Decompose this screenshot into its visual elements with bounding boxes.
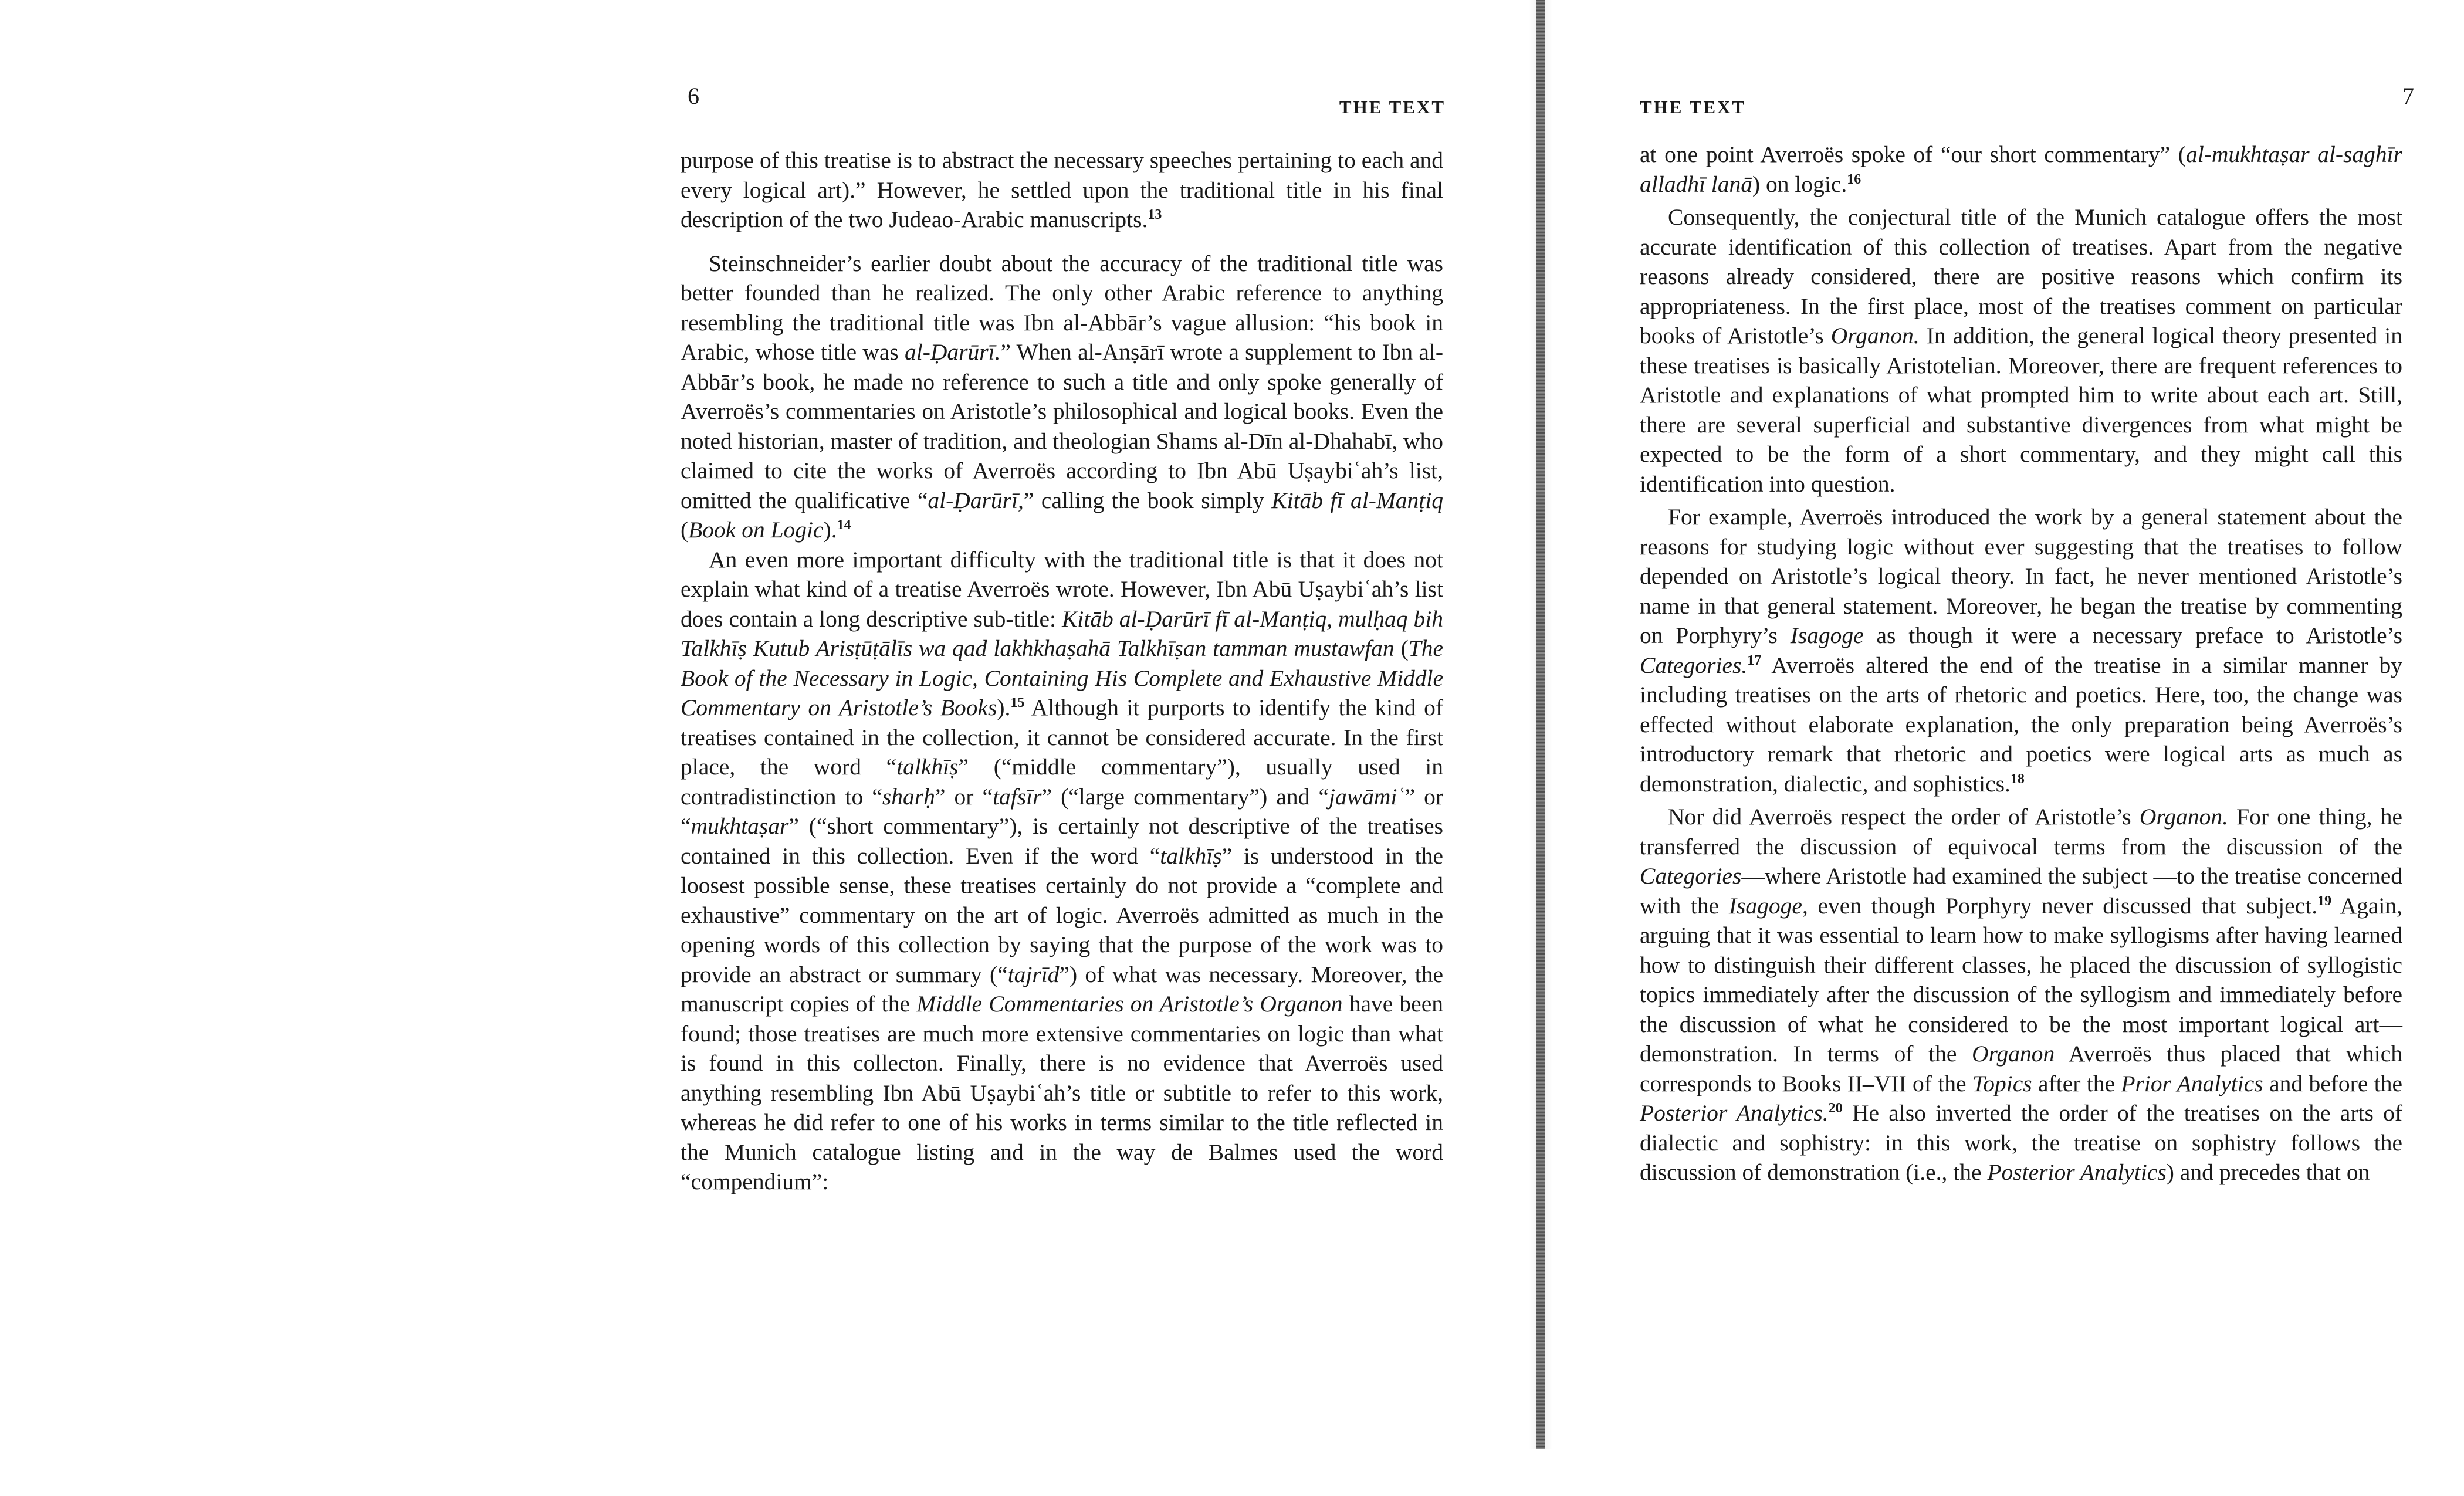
paragraph: An even more important difficulty with the traditional title is that it does not explain what kind of a treatise Averroës wrote. However, Ibn Abū Uṣaybiʿah’s list does contain a long descriptive sub-title: Kitāb al-Ḍarūrī fī al-Manṭiq, mulḥaq bih Talkhīṣ Kutub Arisṭūṭālīs wa qad lakhkhaṣahā Talkhīṣan tamman mustawfan (The Book of the Necessary in Logic, Containing His Complete and Exhaustive Middle Commentary on Aristotle’s Books).$^{15}$ Although it purports to identify the kind of treatises contained in the collection, it cannot be considered accurate. In the first place, the word “talkhīṣ” (“middle commentary”), usually used in contradistinction to “sharḥ” or “tafsīr” (“large commentary”) and “jawāmiʿ” or “mukhtaṣar” (“short commentary”), is certainly not descriptive of the treatises contained in this collection. Even if the word “talkhīṣ” is understood in the loosest possible sense, these treatises certainly do not provide a “complete and exhaustive” commentary on the art of logic. Averroës admitted as much in the opening words of this collection by saying that the purpose of the work was to provide an abstract or summary (“tajrīd”) of what was necessary. Moreover, the manuscript copies of the Middle Commentaries on Aristotle’s Organon have been found; those treatises are much more extensive commentaries on logic than what is found in this collecton. Finally, there is no evidence that Averroës used anything resembling Ibn Abū Uṣaybiʿah’s title or subtitle to refer to this work, whereas he did refer to one of his works in terms similar to the title reflected in the Munich catalogue listing and in the way de Balmes used the word “compendium”:: [681, 546, 1444, 1194]
left-page-body: [681, 145, 1443, 1197]
paragraph: For example, Averroës introduced the work by a general statement about the reasons for studying logic without ever suggesting that the treatises to follow depended on Aristotle’s logical theory. In fact, he never mentioned Aristotle’s name in that general statement. Moreover, he began the treatise by commenting on Porphyry’s Isagoge as though it were a necessary preface to Aristotle’s Categories.$^{17}$ Averroës altered the end of the treatise in a similar manner by including treatises on the arts of rhetoric and poetics. Here, too, the change was effected without elaborate explanation, the only preparation being Averroës’s introductory remark that rhetoric and poetics were logical arts as much as demonstration, dialectic, and sophistics.$^{18}$: [1640, 504, 2402, 797]
footnote-ref[interactable]: 20: [1828, 1101, 1843, 1116]
paragraph: Consequently, the conjectural title of the Munich catalogue offers the most accurate identification of this collection of treatises. Apart from the negative reasons already considered, there are positive reasons which confirm its appropriateness. In the first place, most of the treatises comment on particular books of Aristotle’s Organon. In addition, the general logical theory presented in these treatises is basically Aristotelian. Moreover, there are frequent references to Aristotle and explanations of what prompted him to write about each art. Still, there are several superficial and substantive divergences from what might be expected to be the form of a short commentary, and they might call this identification into question.: [1640, 204, 2402, 497]
footnote-ref[interactable]: 17: [1747, 652, 1762, 668]
paragraph: Nor did Averroës respect the order of Aristotle’s Organon. For one thing, he transferred the discussion of equivocal terms from the discussion of the Categories—where Aristotle had examined the subject —to the treatise concerned with the Isagoge, even though Porphyry never discussed that subject.$^{19}$ Again, arguing that it was essential to learn how to make syllogisms after having learned how to distinguish their different classes, he placed the discussion of syllogistic topics immediately after the discussion of the syllogism and immediately before the discussion of what he considered to be the most important logical art—demonstration. In terms of the Organon Averroës thus placed that which corresponds to Books II–VII of the Topics after the Prior Analytics and before the Posterior Analytics.$^{20}$ He also inverted the order of the treatises on the arts of dialectic and sophistry: in this work, the treatise on sophistry follows the discussion of demonstration (i.e., the Posterior Analytics) and precedes that on: [1640, 804, 2403, 1185]
footnote-ref[interactable]: 16: [1847, 171, 1861, 187]
page-number: 6: [688, 83, 699, 109]
paragraph: Steinschneider’s earlier doubt about the accuracy of the traditional title was better founded than he realized. The only other Arabic reference to anything resembling the traditional title was Ibn al-Abbār’s vague allusion: “his book in Arabic, whose title was al-Ḍarūrī.” When al-Anṣārī wrote a supplement to Ibn al-Abbār’s book, he made no reference to such a title and only spoke generally of Averroës’s commentaries on Aristotle’s philosophical and logical books. Even the noted historian, master of tradition, and theologian Shams al-Dīn al-Dhahabī, who claimed to cite the works of Averroës according to Ibn Abū Uṣaybiʿah’s list, omitted the qualificative “al-Ḍarūrī,” calling the book simply Kitāb fī al-Manṭiq (Book on Logic).$^{14}$: [681, 250, 1443, 543]
footnote-ref[interactable]: 15: [1010, 695, 1025, 710]
book-gutter: [1536, 0, 1545, 1449]
paragraph: purpose of this treatise is to abstract the necessary speeches pertaining to each and every logical art).” However, he settled upon the traditional title in his final description of the two Judeao-Arabic manuscripts.$^{13}$: [681, 147, 1443, 232]
footnote-ref[interactable]: 13: [1148, 207, 1162, 222]
footnote-ref[interactable]: 14: [837, 517, 851, 533]
right-page-body: [1640, 140, 2402, 1187]
footnote-ref[interactable]: 19: [2317, 893, 2332, 909]
page-number: 7: [2402, 83, 2414, 109]
running-head: THE TEXT: [1339, 97, 1446, 117]
paragraph: at one point Averroës spoke of “our short commentary” (al-mukhtaṣar al-saghīr alladhī lanā) on logic.$^{16}$: [1640, 141, 2403, 197]
footnote-ref[interactable]: 18: [2010, 771, 2025, 787]
running-head: THE TEXT: [1640, 97, 1747, 117]
